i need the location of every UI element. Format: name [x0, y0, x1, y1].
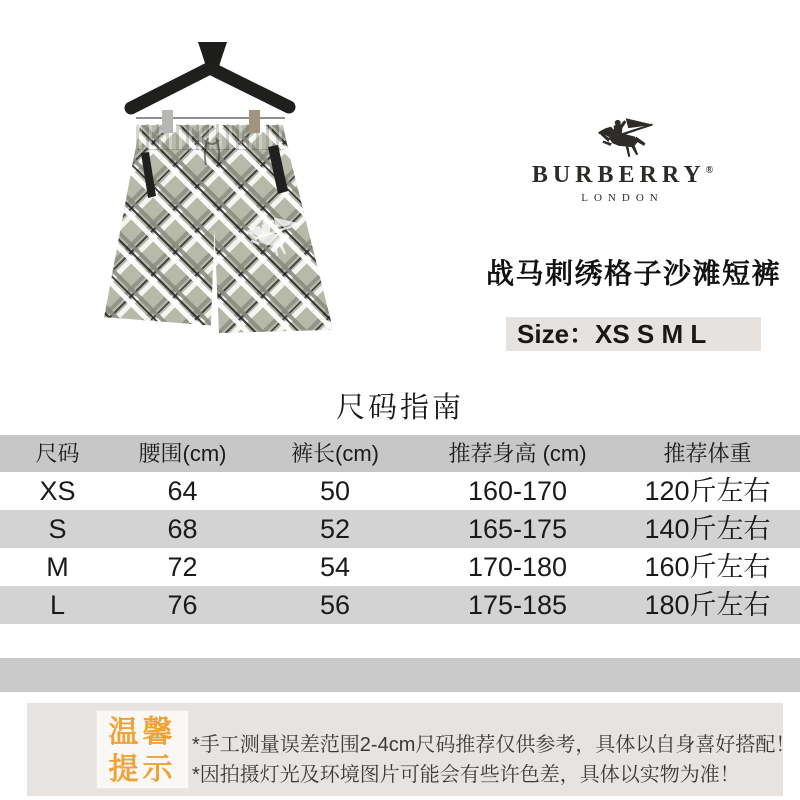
notice-label-line: 温馨 [108, 716, 177, 749]
shorts-details [95, 20, 345, 340]
table-row [0, 472, 800, 510]
product-title: 战马刺绣格子沙滩短裤 [486, 258, 782, 289]
size-table [0, 435, 800, 624]
header-cell: 推荐身高 (cm) [448, 441, 587, 466]
size-options: Size：XS S M L [506, 317, 761, 351]
brand-name-text: BURBERRY [531, 162, 706, 188]
header-cell: 腰围(cm) [138, 441, 227, 466]
brand-logo [500, 116, 745, 204]
hanger-clip-left [162, 110, 173, 133]
table-cell: 175-185 [467, 590, 568, 620]
hanger-clip-right [249, 110, 260, 133]
registered-mark: ® [705, 165, 714, 176]
brand-name [500, 162, 745, 189]
table-row [0, 510, 800, 548]
table-cell: 170-180 [467, 552, 568, 582]
table-cell: M [46, 552, 69, 582]
divider-band [0, 658, 800, 692]
brand-city: LONDON [581, 192, 664, 204]
header-cell: 尺码 [35, 441, 80, 466]
table-cell: 50 [319, 476, 351, 506]
table-cell: 76 [167, 590, 198, 620]
table-cell: 52 [319, 514, 351, 544]
notice-line: *手工测量误差范围2-4cm尺码推荐仅供参考，具体以自身喜好搭配！ [192, 734, 796, 756]
table-cell: XS [39, 476, 76, 506]
table-row [0, 548, 800, 586]
notice-line: *因拍摄灯光及环境图片可能会有些许色差，具体以实物为准！ [192, 764, 740, 786]
table-cell: 165-175 [467, 514, 568, 544]
table-cell: 180斤左右 [644, 590, 771, 620]
table-cell: 120斤左右 [644, 476, 771, 506]
table-cell: 160斤左右 [644, 552, 771, 582]
knight-embroidery-icon [247, 217, 302, 256]
table-cell: 140斤左右 [644, 514, 771, 544]
table-cell: 56 [319, 590, 351, 620]
table-cell: 72 [167, 552, 198, 582]
header-cell: 推荐体重 [663, 441, 752, 466]
notice-label [96, 710, 189, 789]
table-cell: L [49, 590, 66, 620]
table-cell: 160-170 [467, 476, 568, 506]
table-cell: 68 [167, 514, 198, 544]
header-cell: 裤长(cm) [291, 441, 379, 466]
zipper-left [141, 152, 156, 198]
table-row [0, 586, 800, 624]
table-cell: 64 [167, 476, 198, 506]
drawstring [205, 138, 219, 165]
zipper-right [268, 145, 288, 194]
size-guide-heading: 尺码指南 [335, 392, 464, 424]
table-header-row [0, 435, 800, 472]
notice-box [27, 703, 796, 796]
product-photo [95, 20, 345, 340]
knight-emblem-icon [590, 116, 656, 160]
table-cell: 54 [319, 552, 351, 582]
notice-text [192, 730, 796, 790]
table-cell: S [48, 514, 67, 544]
notice-label-line: 提示 [108, 753, 177, 786]
